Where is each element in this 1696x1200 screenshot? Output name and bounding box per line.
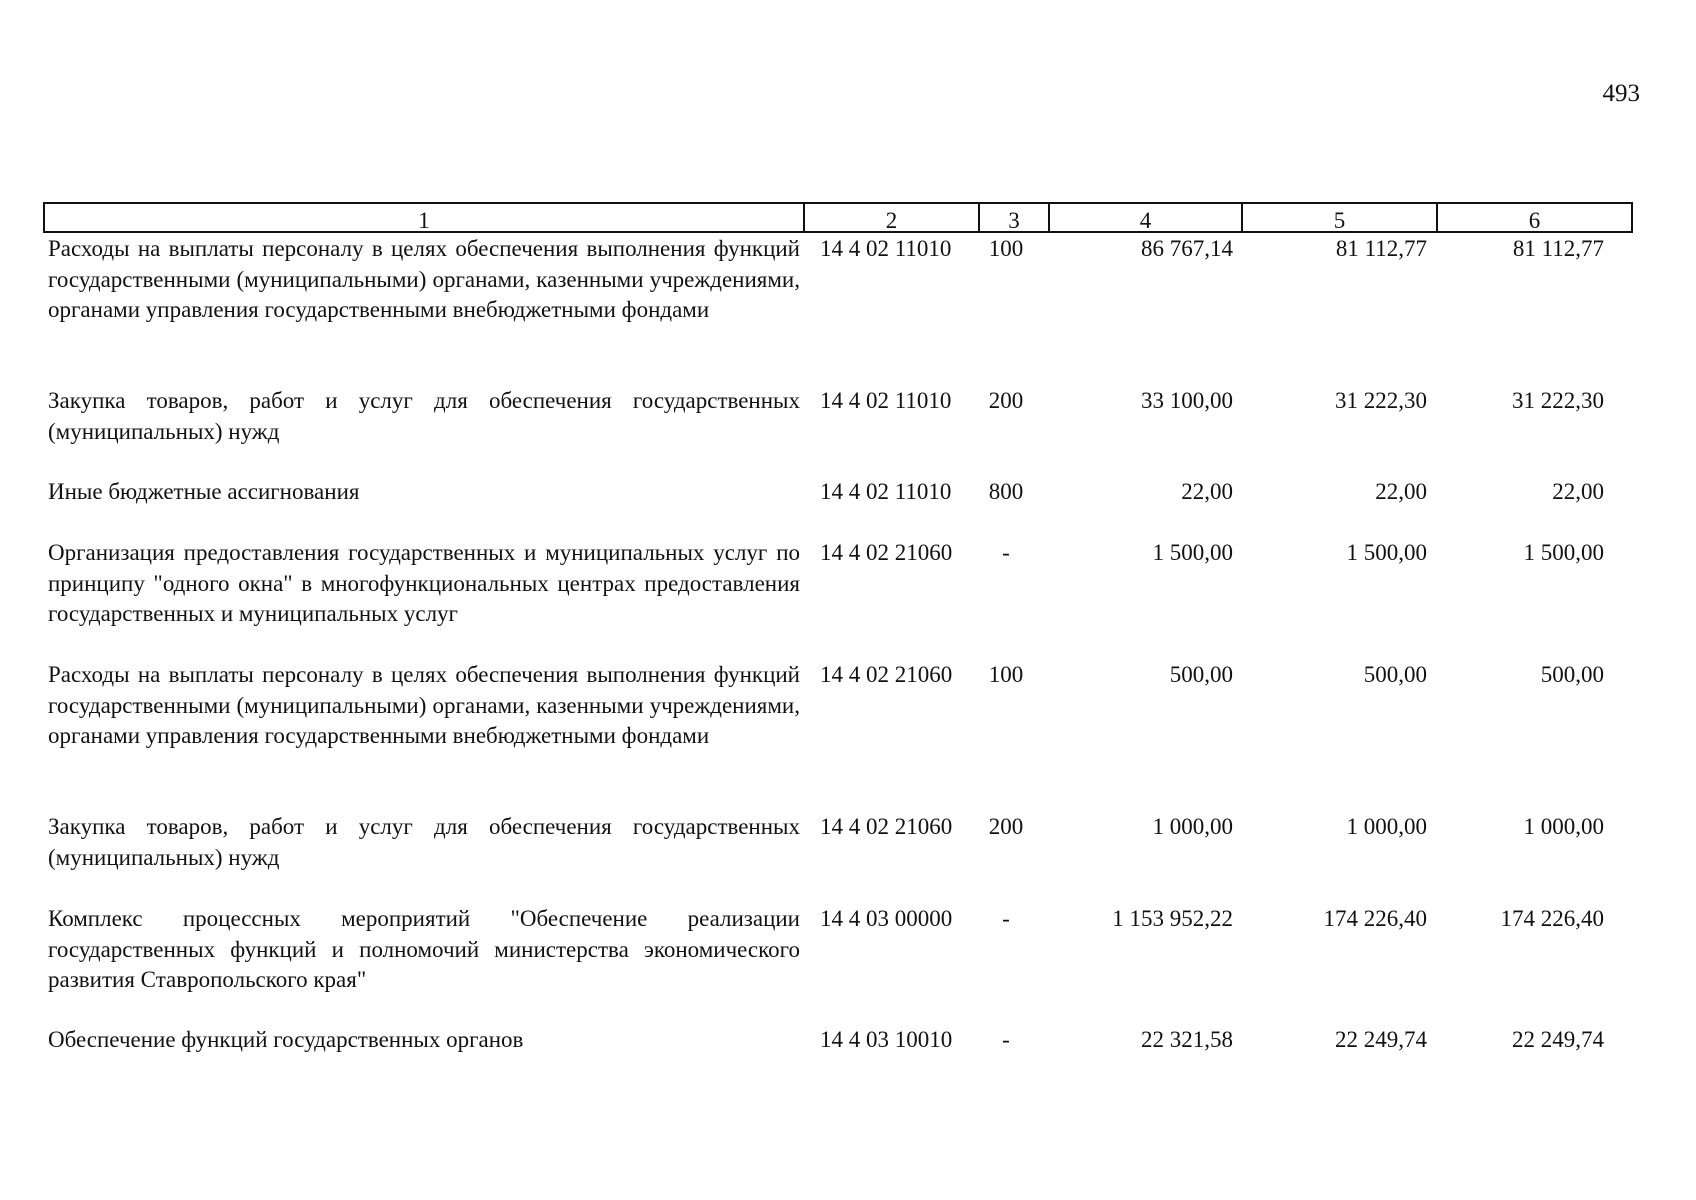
row-value-5: 1 000,00 — [1346, 814, 1427, 839]
row-value-4: 1 000,00 — [1152, 814, 1233, 839]
row-code: 14 4 02 11010 — [820, 236, 952, 261]
table-row — [48, 234, 1604, 326]
row-code: 14 4 03 00000 — [820, 906, 953, 931]
row-value-6: 22 249,74 — [1512, 1027, 1604, 1052]
row-value-5: 22,00 — [1375, 479, 1427, 504]
table-row — [48, 538, 1604, 630]
row-value-6: 31 222,30 — [1512, 388, 1604, 413]
row-name: Комплекс процессных мероприятий "Обеспечение реализации государственных функций и полномочий министерства экономического развития Ставропольского края" — [48, 906, 800, 992]
row-value-6: 500,00 — [1540, 662, 1604, 687]
row-value-5: 174 226,40 — [1323, 906, 1427, 931]
table-row — [48, 812, 1604, 873]
page-number: 493 — [1602, 80, 1640, 107]
row-value-5: 500,00 — [1363, 662, 1427, 687]
row-code: 14 4 02 21060 — [820, 540, 953, 565]
table-row — [48, 660, 1604, 752]
row-value-6: 174 226,40 — [1500, 906, 1604, 931]
row-code: 14 4 02 21060 — [820, 814, 953, 839]
row-type: - — [1002, 540, 1010, 565]
row-code: 14 4 02 21060 — [820, 662, 953, 687]
header-col-4: 4 — [1050, 204, 1243, 231]
header-col-5: 5 — [1243, 204, 1438, 231]
row-type: 800 — [988, 479, 1024, 504]
row-name: Обеспечение функций государственных органов — [48, 1027, 524, 1052]
table-row — [48, 1025, 1604, 1056]
row-value-4: 1 500,00 — [1152, 540, 1233, 565]
row-name: Расходы на выплаты персоналу в целях обеспечения выполнения функций государственными (муниципальными) органами, казенными учреждениями, органами управления государственными внебюджетными фондами — [48, 662, 800, 748]
row-value-5: 1 500,00 — [1346, 540, 1427, 565]
header-col-6: 6 — [1528, 208, 1541, 233]
row-value-5: 81 112,77 — [1335, 236, 1427, 261]
header-col-3: 3 — [980, 204, 1050, 231]
row-type: 100 — [988, 236, 1024, 261]
row-value-4: 33 100,00 — [1141, 388, 1233, 413]
table-row — [48, 904, 1604, 996]
row-value-5: 22 249,74 — [1335, 1027, 1427, 1052]
row-type: - — [1002, 906, 1010, 931]
row-name: Закупка товаров, работ и услуг для обеспечения государственных (муниципальных) нужд — [48, 814, 800, 870]
row-value-6: 1 500,00 — [1523, 540, 1604, 565]
table-header — [43, 202, 1633, 233]
row-code: 14 4 02 11010 — [820, 479, 952, 504]
row-type: 200 — [988, 388, 1024, 413]
row-value-4: 22,00 — [1181, 479, 1233, 504]
row-type: 200 — [988, 814, 1024, 839]
row-value-6: 81 112,77 — [1512, 236, 1604, 261]
row-value-4: 22 321,58 — [1141, 1027, 1233, 1052]
header-col-2: 2 — [805, 204, 980, 231]
row-value-5: 31 222,30 — [1335, 388, 1427, 413]
row-type: - — [1002, 1027, 1010, 1052]
row-value-4: 86 767,14 — [1141, 236, 1233, 261]
header-col-1: 1 — [45, 204, 805, 231]
row-name: Расходы на выплаты персоналу в целях обеспечения выполнения функций государственными (муниципальными) органами, казенными учреждениями, органами управления государственными внебюджетными фондами — [48, 236, 800, 322]
table-row — [48, 477, 1604, 508]
row-code: 14 4 03 10010 — [820, 1027, 953, 1052]
row-value-6: 1 000,00 — [1523, 814, 1604, 839]
row-name: Иные бюджетные ассигнования — [48, 479, 360, 504]
row-value-4: 500,00 — [1169, 662, 1233, 687]
row-value-4: 1 153 952,22 — [1112, 906, 1233, 931]
row-code: 14 4 02 11010 — [820, 388, 952, 413]
row-name: Закупка товаров, работ и услуг для обеспечения государственных (муниципальных) нужд — [48, 388, 800, 444]
row-type: 100 — [988, 662, 1024, 687]
row-name: Организация предоставления государственных и муниципальных услуг по принципу "одного окна" в многофункциональных центрах предоставления государственных и муниципальных услуг — [48, 540, 800, 626]
table-row — [48, 386, 1604, 447]
row-value-6: 22,00 — [1552, 479, 1604, 504]
